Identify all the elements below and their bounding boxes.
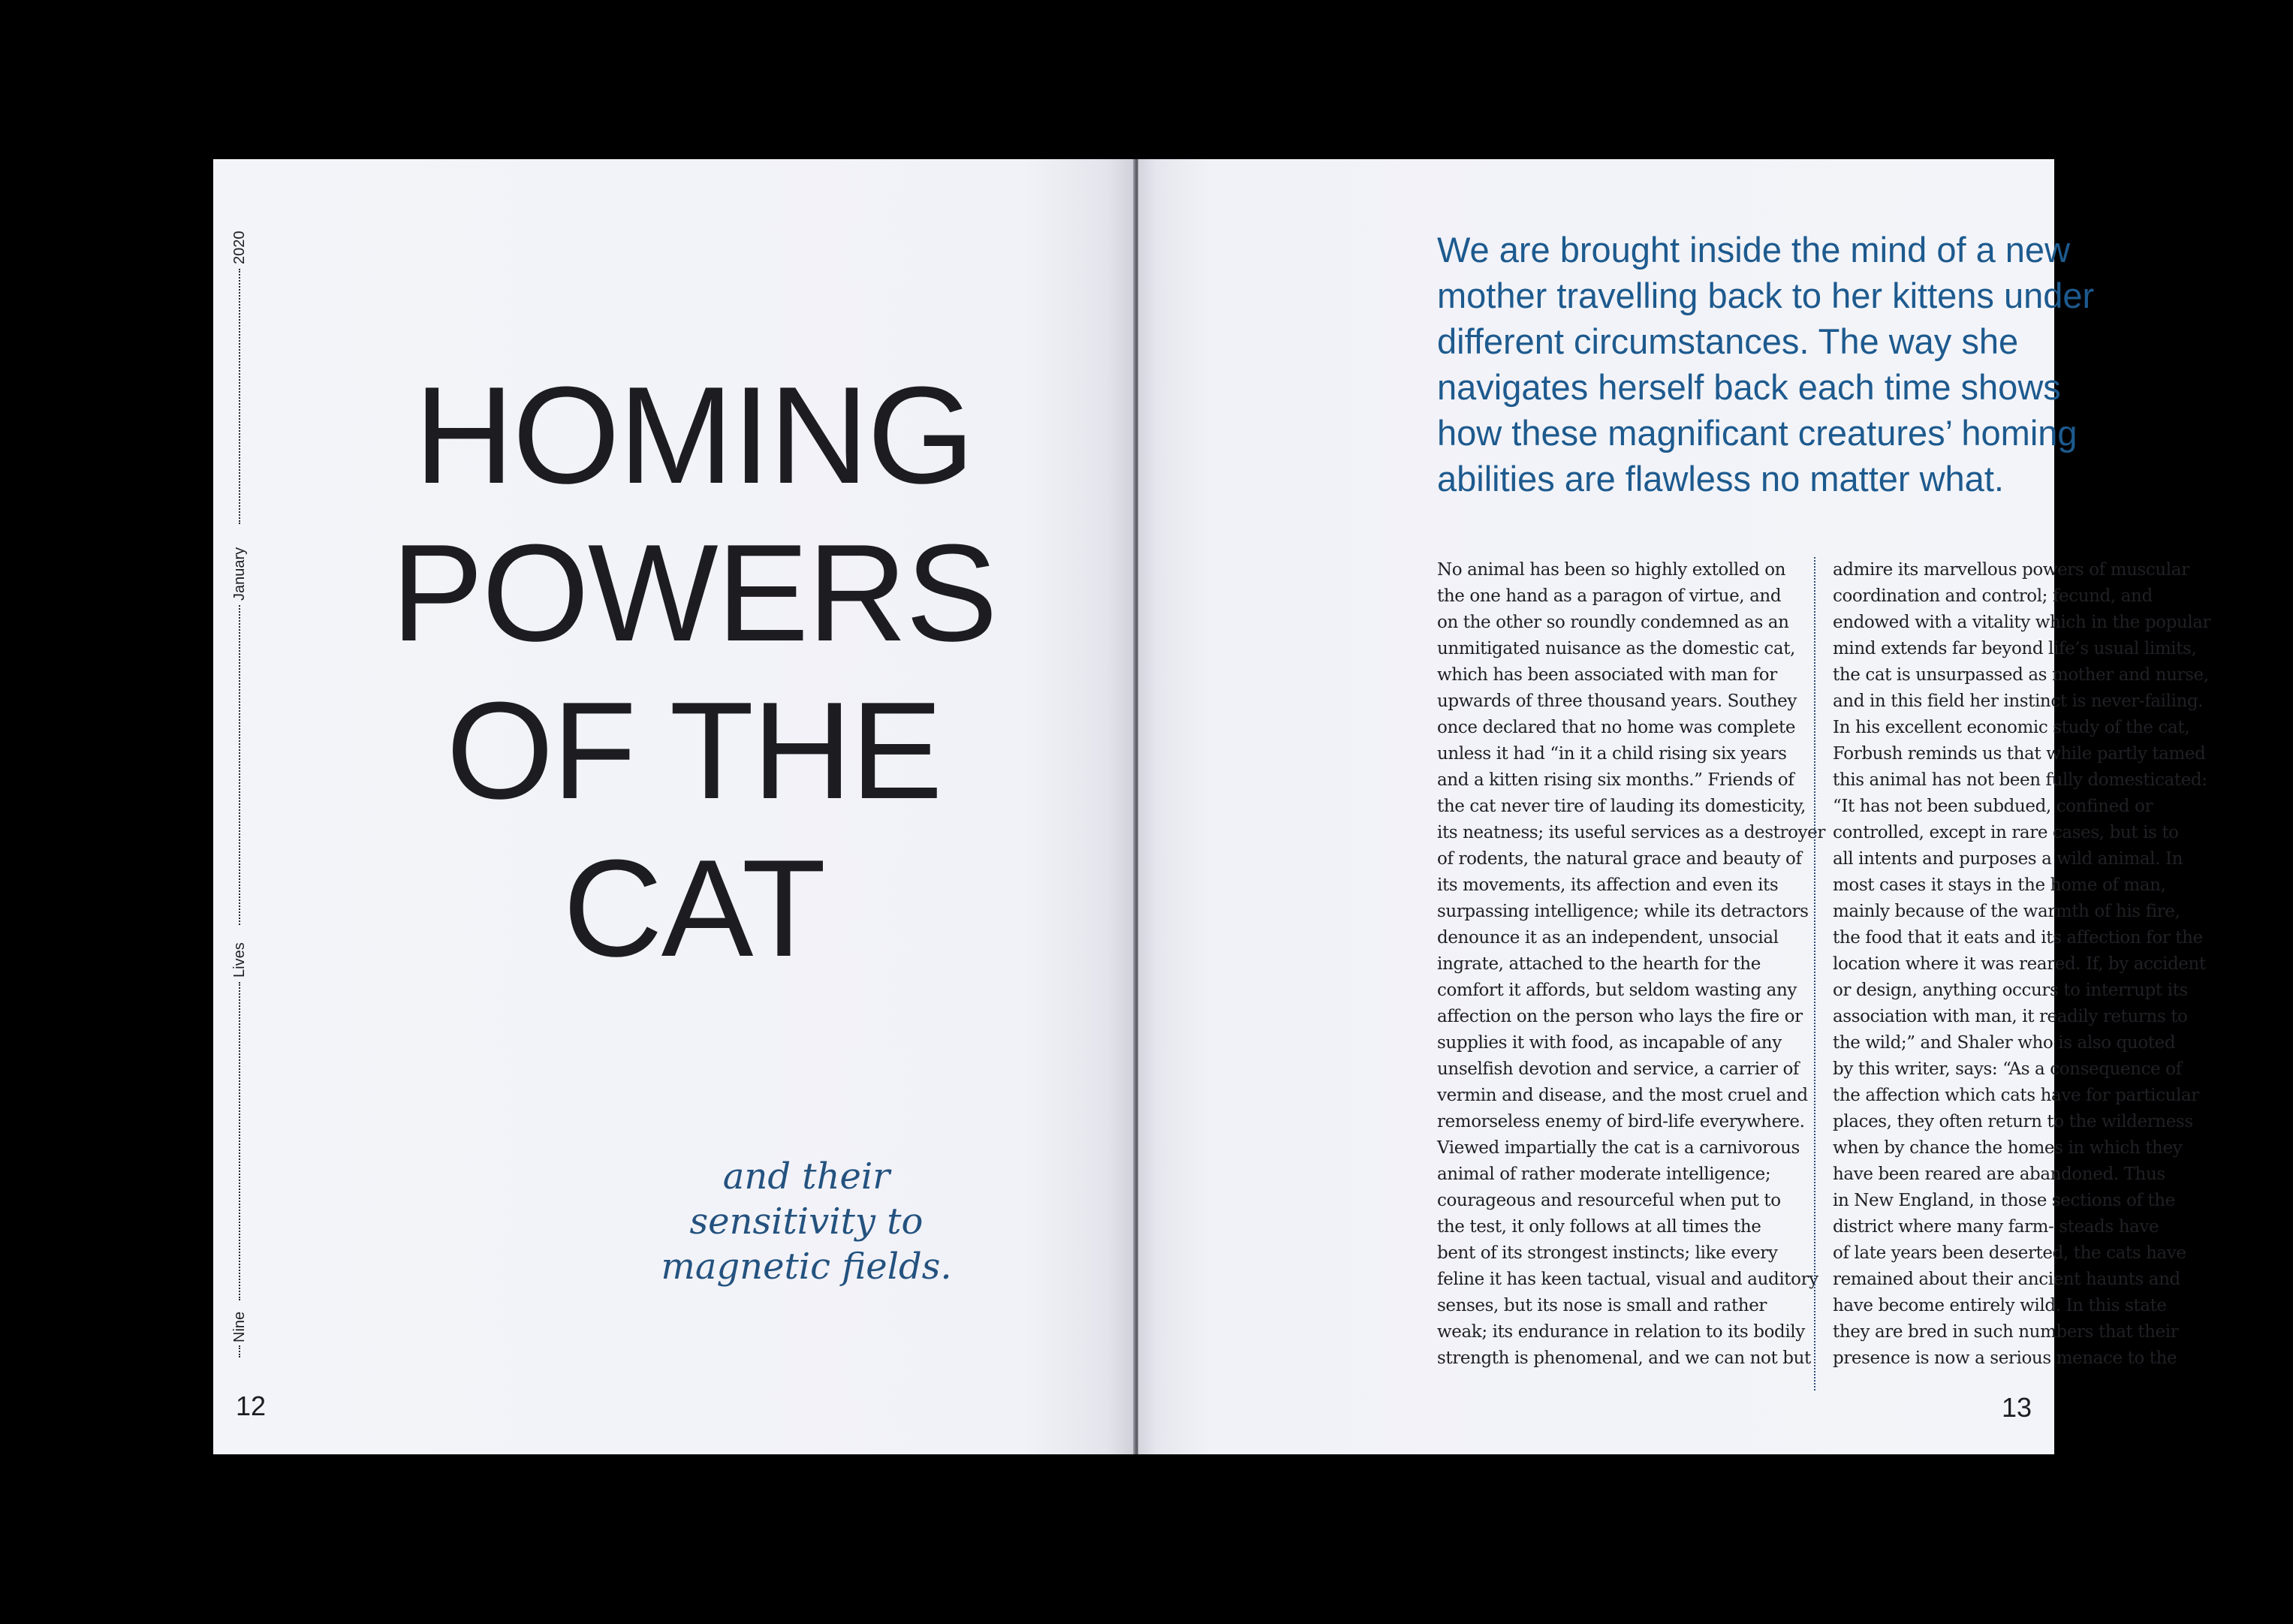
article-subtitle [604, 1154, 1009, 1289]
body-text-line: association with man, it readily returns to [1833, 1007, 2188, 1026]
body-text-line: presence is now a serious menace to the [1833, 1348, 2177, 1368]
body-text-line: the one hand as a paragon of virtue, and [1437, 586, 1782, 606]
body-text-line: district where many farm- steads have [1833, 1217, 2159, 1237]
body-text-line: upwards of three thousand years. Southey [1437, 691, 1797, 711]
body-text-line: senses, but its nose is small and rather [1437, 1296, 1767, 1315]
column-divider [1814, 557, 1815, 1390]
body-text-line: mainly because of the warmth of his fire, [1833, 902, 2180, 921]
title-line: OF THE [446, 673, 942, 827]
body-text-line: controlled, except in rare cases, but is to [1833, 823, 2179, 842]
body-text-line: in New England, in those sections of the [1833, 1191, 2175, 1210]
subtitle-line: magnetic fields. [661, 1246, 952, 1288]
rail-dotted-line [239, 1345, 240, 1357]
left-page [213, 159, 1134, 1454]
rail-dotted-line [239, 982, 240, 1300]
deck-line: different circumstances. The way she [1437, 321, 2019, 361]
body-text-line: the cat is unsurpassed as mother and nurse, [1833, 665, 2209, 685]
body-text-line: and a kitten rising six months.” Friends of [1437, 770, 1794, 790]
body-text-line: when by chance the homes in which they [1833, 1138, 2183, 1158]
vertical-rail [228, 219, 251, 1443]
body-text-line: and in this field her instinct is never-failing. [1833, 691, 2204, 711]
body-text-line: unmitigated nuisance as the domestic cat, [1437, 639, 1795, 658]
subtitle-line: sensitivity to [689, 1201, 924, 1243]
body-text-line: surpassing intelligence; while its detractors [1437, 902, 1809, 921]
body-text-line: by this writer, says: “As a consequence of [1833, 1059, 2182, 1079]
body-text-line: the cat never tire of lauding its domesticity, [1437, 797, 1806, 816]
body-text-line: bent of its strongest instincts; like every [1437, 1243, 1778, 1263]
page-number-left: 12 [236, 1390, 267, 1421]
body-text-line: “It has not been subdued, confined or [1833, 797, 2153, 816]
body-text-line: strength is phenomenal, and we can not but [1437, 1348, 1811, 1368]
body-text-line: the food that it eats and its affection for the [1833, 928, 2203, 948]
rail-word-nine: Nine [231, 1311, 248, 1342]
deck-line: how these magnificant creatures’ homing [1437, 413, 2078, 453]
rail-year: 2020 [231, 230, 248, 264]
rail-word-lives: Lives [231, 942, 248, 978]
body-text-line: No animal has been so highly extolled on [1437, 560, 1786, 580]
body-text-line: its neatness; its useful services as a destroyer [1437, 823, 1825, 842]
body-text-line: once declared that no home was complete [1437, 718, 1796, 737]
body-text-line: of late years been deserted, the cats have [1833, 1243, 2186, 1263]
body-text-line: have been reared are abandoned. Thus [1833, 1165, 2165, 1184]
article-title [326, 356, 1062, 987]
body-text-line: location where it was reared. If, by accident [1833, 954, 2206, 974]
deck-line: mother travelling back to her kittens under [1437, 276, 2095, 315]
body-text-line: most cases it stays in the home of man, [1833, 875, 2166, 895]
body-text-line: ingrate, attached to the hearth for the [1437, 954, 1761, 974]
body-text-line: of rodents, the natural grace and beauty of [1437, 849, 1802, 869]
title-line: HOMING [414, 357, 974, 512]
body-text-line: admire its marvellous powers of muscular [1833, 560, 2189, 580]
body-text-line: Viewed impartially the cat is a carnivorous [1437, 1138, 1800, 1158]
body-text-line: weak; its endurance in relation to its bodily [1437, 1322, 1805, 1342]
body-text-line: all intents and purposes a wild animal. In [1833, 849, 2183, 869]
body-text-line: which has been associated with man for [1437, 665, 1777, 685]
body-text-line: animal of rather moderate intelligence; [1437, 1165, 1771, 1184]
rail-dotted-line [239, 605, 240, 925]
body-text-line: the test, it only follows at all times the [1437, 1217, 1761, 1237]
right-page [1138, 159, 2211, 1454]
body-text-line: vermin and disease, and the most cruel and [1437, 1086, 1808, 1105]
body-text-line: this animal has not been fully domesticated: [1833, 770, 2207, 790]
body-text-line: endowed with a vitality which in the popular [1833, 613, 2211, 632]
deck-line: abilities are flawless no matter what. [1437, 459, 2004, 499]
body-text-line: denounce it as an independent, unsocial [1437, 928, 1779, 948]
body-text-line: unless it had “in it a child rising six years [1437, 744, 1787, 764]
body-text-line: its movements, its affection and even its [1437, 875, 1779, 895]
deck-pullquote [1437, 227, 2293, 502]
deck-line: navigates herself back each time shows [1437, 367, 2061, 407]
body-text-line: have become entirely wild. In this state [1833, 1296, 2167, 1315]
body-text-line: or design, anything occurs to interrupt its [1833, 981, 2188, 1000]
subtitle-line: and their [722, 1155, 890, 1198]
rail-dotted-line [239, 269, 240, 524]
body-text-line: coordination and control; fecund, and [1833, 586, 2153, 606]
deck-line: We are brought inside the mind of a new [1437, 230, 2071, 270]
body-text-line: Forbush reminds us that while partly tamed [1833, 744, 2206, 764]
body-text-line: supplies it with food, as incapable of any [1437, 1033, 1782, 1053]
body-text-line: places, they often return to the wilderness [1833, 1112, 2193, 1131]
title-line: POWERS [391, 515, 996, 670]
body-text-line: they are bred in such numbers that their [1833, 1322, 2179, 1342]
page-number-right: 13 [2001, 1392, 2032, 1423]
body-text-line: affection on the person who lays the fire or [1437, 1007, 1803, 1026]
rail-month: January [231, 547, 248, 601]
body-text-line: unselfish devotion and service, a carrier of [1437, 1059, 1800, 1079]
body-text-line: courageous and resourceful when put to [1437, 1191, 1781, 1210]
magazine-spread [213, 159, 2211, 1454]
title-line: CAT [562, 830, 825, 985]
body-text-line: In his excellent economic study of the cat, [1833, 718, 2190, 737]
body-column-left [1437, 557, 1825, 1372]
body-text-line: on the other so roundly condemned as an [1437, 613, 1789, 632]
body-column-right [1833, 557, 2211, 1372]
body-text-line: comfort it affords, but seldom wasting any [1437, 981, 1797, 1000]
body-text-line: mind extends far beyond life’s usual limits, [1833, 639, 2197, 658]
body-text-line: remained about their ancient haunts and [1833, 1270, 2180, 1289]
body-text-line: the wild;” and Shaler who is also quoted [1833, 1033, 2176, 1053]
body-text-line: the affection which cats have for particular [1833, 1086, 2199, 1105]
body-text-line: feline it has keen tactual, visual and auditory [1437, 1270, 1818, 1289]
body-text-line: remorseless enemy of bird-life everywhere. [1437, 1112, 1805, 1131]
